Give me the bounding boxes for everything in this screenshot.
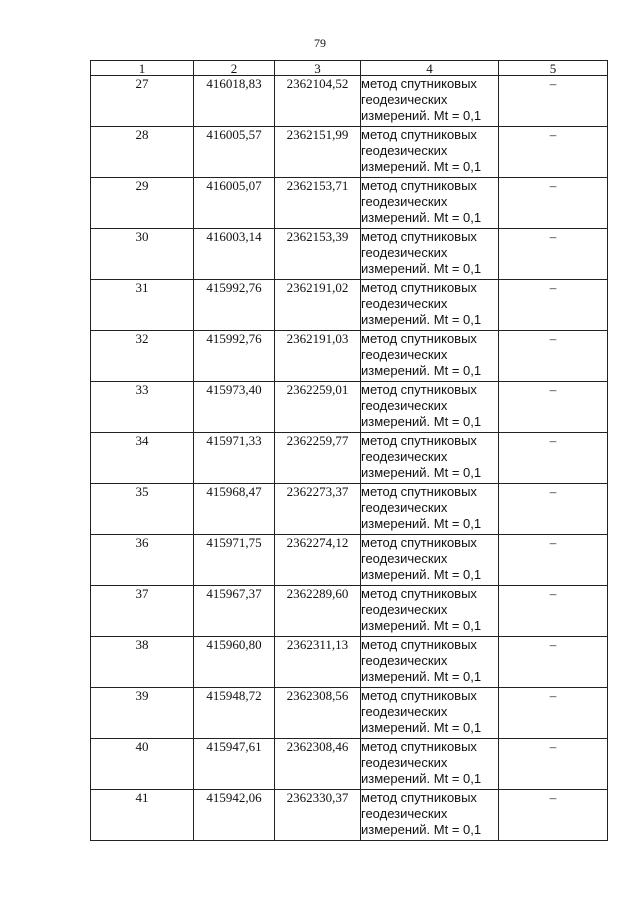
method-line: метод спутниковых	[361, 280, 477, 295]
y-coordinate-cell: 2362153,71	[275, 178, 361, 229]
point-number-cell: 32	[91, 331, 194, 382]
method-line: геодезических	[361, 398, 448, 413]
x-coordinate-cell: 415960,80	[194, 637, 275, 688]
note-cell: –	[499, 586, 608, 637]
table-body	[91, 76, 608, 841]
method-line: измерений. Mt = 0,1	[361, 210, 482, 225]
page-number: 79	[314, 36, 326, 50]
y-coordinate-cell: 2362153,39	[275, 229, 361, 280]
method-cell	[361, 688, 499, 739]
note-cell: –	[499, 229, 608, 280]
point-number-cell: 34	[91, 433, 194, 484]
y-coordinate-cell: 2362311,13	[275, 637, 361, 688]
table-row	[91, 229, 608, 280]
method-cell	[361, 637, 499, 688]
column-header: 2	[194, 61, 275, 76]
table-row	[91, 586, 608, 637]
method-line: измерений. Mt = 0,1	[361, 771, 482, 786]
table-row	[91, 790, 608, 841]
point-number-cell: 31	[91, 280, 194, 331]
method-line: метод спутниковых	[361, 382, 477, 397]
column-header: 5	[499, 61, 608, 76]
method-line: метод спутниковых	[361, 484, 477, 499]
note-cell: –	[499, 76, 608, 127]
method-line: геодезических	[361, 245, 448, 260]
x-coordinate-cell: 415968,47	[194, 484, 275, 535]
method-line: измерений. Mt = 0,1	[361, 108, 482, 123]
method-cell	[361, 586, 499, 637]
table-row	[91, 127, 608, 178]
point-number-cell: 37	[91, 586, 194, 637]
method-line: метод спутниковых	[361, 790, 477, 805]
y-coordinate-cell: 2362273,37	[275, 484, 361, 535]
table-row	[91, 382, 608, 433]
table-row	[91, 433, 608, 484]
note-cell: –	[499, 688, 608, 739]
method-line: геодезических	[361, 143, 448, 158]
note-cell: –	[499, 178, 608, 229]
y-coordinate-cell: 2362259,77	[275, 433, 361, 484]
y-coordinate-cell: 2362330,37	[275, 790, 361, 841]
y-coordinate-cell: 2362259,01	[275, 382, 361, 433]
method-line: геодезических	[361, 653, 448, 668]
x-coordinate-cell: 415948,72	[194, 688, 275, 739]
method-line: измерений. Mt = 0,1	[361, 720, 482, 735]
method-line: геодезических	[361, 296, 448, 311]
note-cell: –	[499, 484, 608, 535]
method-line: геодезических	[361, 704, 448, 719]
method-line: метод спутниковых	[361, 688, 477, 703]
table-row	[91, 688, 608, 739]
table-row	[91, 76, 608, 127]
note-cell: –	[499, 127, 608, 178]
method-line: измерений. Mt = 0,1	[361, 516, 482, 531]
point-number-cell: 36	[91, 535, 194, 586]
method-line: геодезических	[361, 806, 448, 821]
x-coordinate-cell: 416003,14	[194, 229, 275, 280]
table-row	[91, 280, 608, 331]
table-row	[91, 739, 608, 790]
point-number-cell: 35	[91, 484, 194, 535]
x-coordinate-cell: 415967,37	[194, 586, 275, 637]
note-cell: –	[499, 535, 608, 586]
method-cell	[361, 739, 499, 790]
method-line: метод спутниковых	[361, 229, 477, 244]
table-header-row	[91, 61, 608, 76]
x-coordinate-cell: 415973,40	[194, 382, 275, 433]
method-line: метод спутниковых	[361, 586, 477, 601]
method-line: геодезических	[361, 347, 448, 362]
method-cell	[361, 382, 499, 433]
note-cell: –	[499, 739, 608, 790]
point-number-cell: 33	[91, 382, 194, 433]
x-coordinate-cell: 416018,83	[194, 76, 275, 127]
method-line: измерений. Mt = 0,1	[361, 822, 482, 837]
x-coordinate-cell: 416005,07	[194, 178, 275, 229]
table-row	[91, 178, 608, 229]
x-coordinate-cell: 415971,33	[194, 433, 275, 484]
method-line: геодезических	[361, 92, 448, 107]
point-number-cell: 39	[91, 688, 194, 739]
table-row	[91, 535, 608, 586]
method-line: метод спутниковых	[361, 535, 477, 550]
method-cell	[361, 535, 499, 586]
method-cell	[361, 127, 499, 178]
method-cell	[361, 76, 499, 127]
method-line: геодезических	[361, 500, 448, 515]
column-header: 1	[91, 61, 194, 76]
method-line: измерений. Mt = 0,1	[361, 363, 482, 378]
method-cell	[361, 280, 499, 331]
note-cell: –	[499, 790, 608, 841]
method-cell	[361, 790, 499, 841]
point-number-cell: 29	[91, 178, 194, 229]
point-number-cell: 38	[91, 637, 194, 688]
method-line: геодезических	[361, 602, 448, 617]
x-coordinate-cell: 415947,61	[194, 739, 275, 790]
x-coordinate-cell: 416005,57	[194, 127, 275, 178]
method-line: геодезических	[361, 755, 448, 770]
method-cell	[361, 331, 499, 382]
note-cell: –	[499, 280, 608, 331]
method-line: метод спутниковых	[361, 127, 477, 142]
method-line: метод спутниковых	[361, 178, 477, 193]
method-line: метод спутниковых	[361, 433, 477, 448]
y-coordinate-cell: 2362191,03	[275, 331, 361, 382]
y-coordinate-cell: 2362104,52	[275, 76, 361, 127]
note-cell: –	[499, 382, 608, 433]
method-line: метод спутниковых	[361, 76, 477, 91]
method-line: измерений. Mt = 0,1	[361, 414, 482, 429]
x-coordinate-cell: 415971,75	[194, 535, 275, 586]
point-number-cell: 27	[91, 76, 194, 127]
y-coordinate-cell: 2362308,46	[275, 739, 361, 790]
table-row	[91, 331, 608, 382]
note-cell: –	[499, 433, 608, 484]
point-number-cell: 28	[91, 127, 194, 178]
method-line: геодезических	[361, 194, 448, 209]
y-coordinate-cell: 2362274,12	[275, 535, 361, 586]
note-cell: –	[499, 637, 608, 688]
method-line: метод спутниковых	[361, 637, 477, 652]
method-cell	[361, 433, 499, 484]
method-line: метод спутниковых	[361, 331, 477, 346]
y-coordinate-cell: 2362289,60	[275, 586, 361, 637]
method-line: измерений. Mt = 0,1	[361, 567, 482, 582]
method-cell	[361, 229, 499, 280]
y-coordinate-cell: 2362308,56	[275, 688, 361, 739]
x-coordinate-cell: 415942,06	[194, 790, 275, 841]
note-cell: –	[499, 331, 608, 382]
method-line: измерений. Mt = 0,1	[361, 669, 482, 684]
method-cell	[361, 178, 499, 229]
method-line: измерений. Mt = 0,1	[361, 618, 482, 633]
point-number-cell: 41	[91, 790, 194, 841]
method-line: измерений. Mt = 0,1	[361, 261, 482, 276]
method-line: геодезических	[361, 449, 448, 464]
method-line: измерений. Mt = 0,1	[361, 312, 482, 327]
method-line: измерений. Mt = 0,1	[361, 159, 482, 174]
method-cell	[361, 484, 499, 535]
method-line: измерений. Mt = 0,1	[361, 465, 482, 480]
method-line: метод спутниковых	[361, 739, 477, 754]
x-coordinate-cell: 415992,76	[194, 280, 275, 331]
column-header: 3	[275, 61, 361, 76]
point-number-cell: 40	[91, 739, 194, 790]
table-row	[91, 484, 608, 535]
y-coordinate-cell: 2362191,02	[275, 280, 361, 331]
x-coordinate-cell: 415992,76	[194, 331, 275, 382]
table-row	[91, 637, 608, 688]
column-header: 4	[361, 61, 499, 76]
y-coordinate-cell: 2362151,99	[275, 127, 361, 178]
coordinates-table	[90, 60, 608, 841]
point-number-cell: 30	[91, 229, 194, 280]
method-line: геодезических	[361, 551, 448, 566]
